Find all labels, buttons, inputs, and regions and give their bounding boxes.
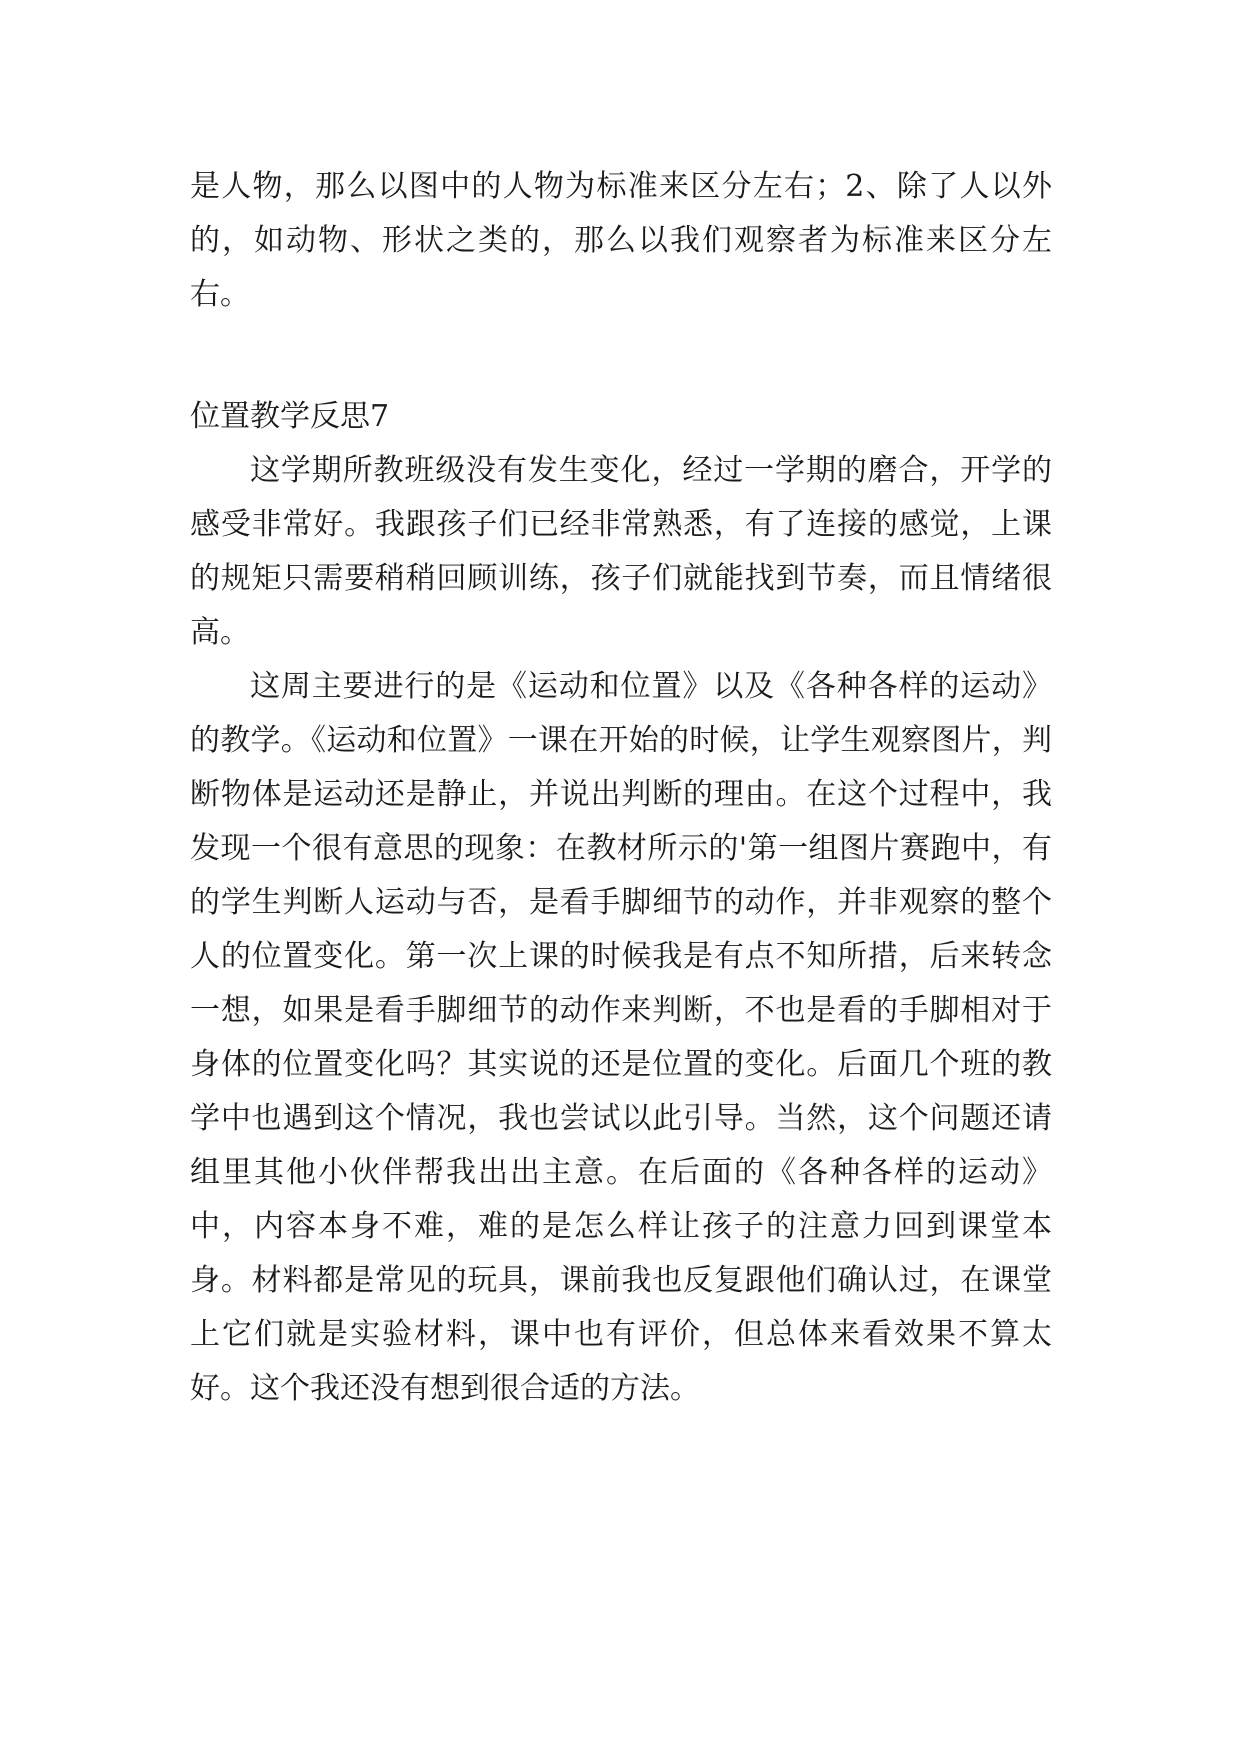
body-paragraph: 这学期所教班级没有发生变化，经过一学期的磨合，开学的感受非常好。我跟孩子们已经非常熟悉，有了连接的感觉，上课的规矩只需要稍稍回顾训练，孩子们就能找到节奏，而且情绪很高。	[190, 453, 1052, 650]
section-title: 位置教学反思7	[190, 399, 390, 434]
section-body	[190, 444, 1052, 1416]
continuation-text-block	[190, 160, 1052, 322]
continuation-paragraph: 是人物，那么以图中的人物为标准来区分左右；2、除了人以外的，如动物、形状之类的，那么以我们观察者为标准来区分左右。	[190, 169, 1052, 312]
section-heading-block	[190, 390, 1052, 444]
body-paragraph: 这周主要进行的是《运动和位置》以及《各种各样的运动》的教学。《运动和位置》一课在开始的时候，让学生观察图片，判断物体是运动还是静止，并说出判断的理由。在这个过程中，我发现一个很有意思的现象：在教材所示的'第一组图片赛跑中，有的学生判断人运动与否，是看手脚细节的动作，并非观察的整个人的位置变化。第一次上课的时候我是有点不知所措，后来转念一想，如果是看手脚细节的动作来判断，不也是看的手脚相对于身体的位置变化吗？其实说的还是位置的变化。后面几个班的教学中也遇到这个情况，我也尝试以此引导。当然，这个问题还请组里其他小伙伴帮我出出主意。在后面的《各种各样的运动》中，内容本身不难，难的是怎么样让孩子的注意力回到课堂本身。材料都是常见的玩具，课前我也反复跟他们确认过，在课堂上它们就是实验材料，课中也有评价，但总体来看效果不算太好。这个我还没有想到很合适的方法。	[190, 669, 1052, 1406]
